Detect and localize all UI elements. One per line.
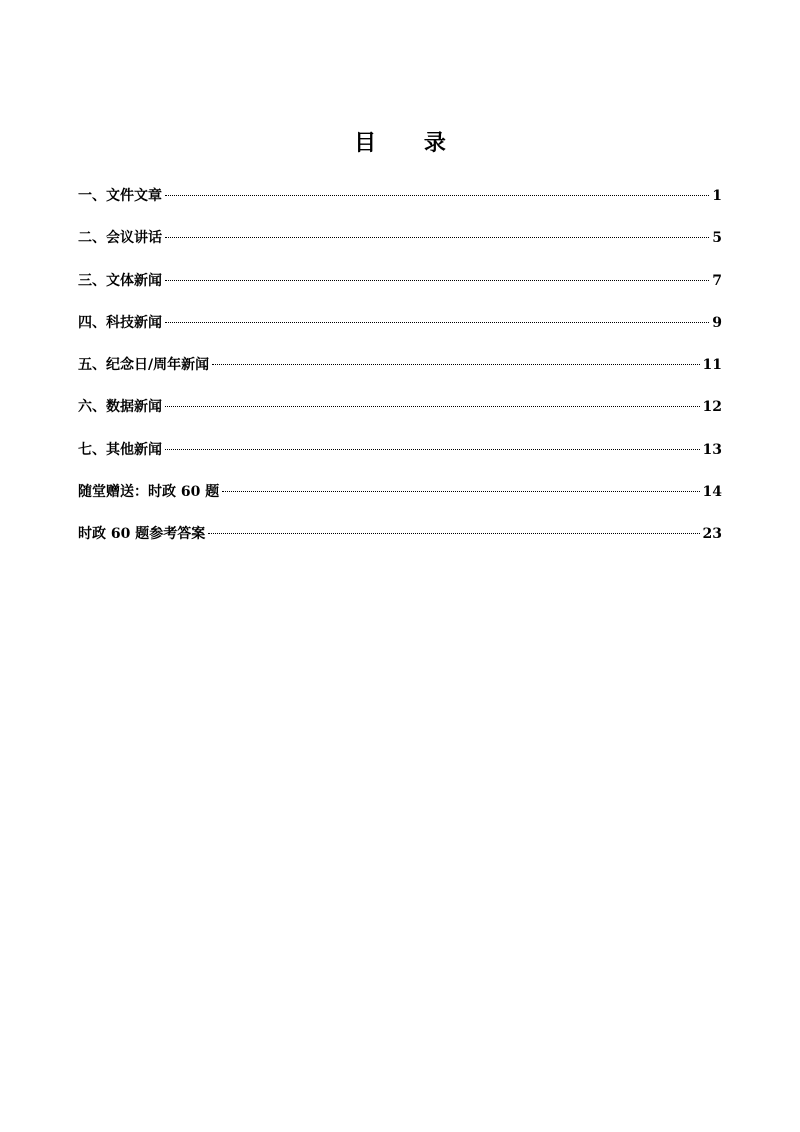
toc-entry[interactable] — [78, 355, 722, 397]
toc-entry[interactable] — [78, 313, 722, 355]
toc-entry-label: 六、数据新闻 — [78, 399, 162, 416]
toc-entry-page: 13 — [702, 441, 722, 458]
toc-entry-label: 时政 60 题参考答案 — [78, 526, 206, 543]
toc-entry-label: 随堂赠送：时政 60 题 — [78, 484, 220, 501]
toc-list — [78, 186, 722, 567]
toc-entry[interactable] — [78, 228, 722, 270]
toc-entry[interactable] — [78, 397, 722, 439]
toc-dot-leader — [165, 237, 709, 238]
toc-entry-page: 12 — [702, 399, 722, 416]
toc-dot-leader — [165, 280, 709, 281]
toc-entry-page: 9 — [712, 314, 722, 331]
toc-entry[interactable] — [78, 186, 722, 228]
toc-title: 目 录 — [354, 131, 466, 156]
toc-dot-leader — [222, 491, 699, 492]
toc-dot-leader — [165, 406, 700, 407]
toc-dot-leader — [165, 449, 700, 450]
toc-dot-leader — [208, 533, 699, 534]
toc-entry-label: 七、其他新闻 — [78, 441, 162, 458]
toc-entry[interactable] — [78, 271, 722, 313]
toc-dot-leader — [165, 322, 709, 323]
toc-entry-page: 23 — [702, 526, 722, 543]
toc-dot-leader — [165, 195, 709, 196]
toc-entry-page: 11 — [702, 357, 722, 374]
toc-entry-label: 二、会议讲话 — [78, 230, 162, 247]
toc-entry-page: 7 — [712, 272, 722, 289]
toc-entry-label: 三、文体新闻 — [78, 272, 162, 289]
toc-entry-label: 四、科技新闻 — [78, 314, 162, 331]
toc-entry-page: 14 — [702, 484, 722, 501]
toc-entry-label: 一、文件文章 — [78, 188, 162, 204]
toc-entry[interactable] — [78, 524, 722, 566]
toc-entry[interactable] — [78, 482, 722, 524]
toc-entry-page: 1 — [712, 188, 722, 204]
toc-entry[interactable] — [78, 440, 722, 482]
toc-entry-label: 五、纪念日/周年新闻 — [78, 357, 210, 374]
toc-dot-leader — [212, 364, 699, 365]
toc-entry-page: 5 — [712, 230, 722, 247]
